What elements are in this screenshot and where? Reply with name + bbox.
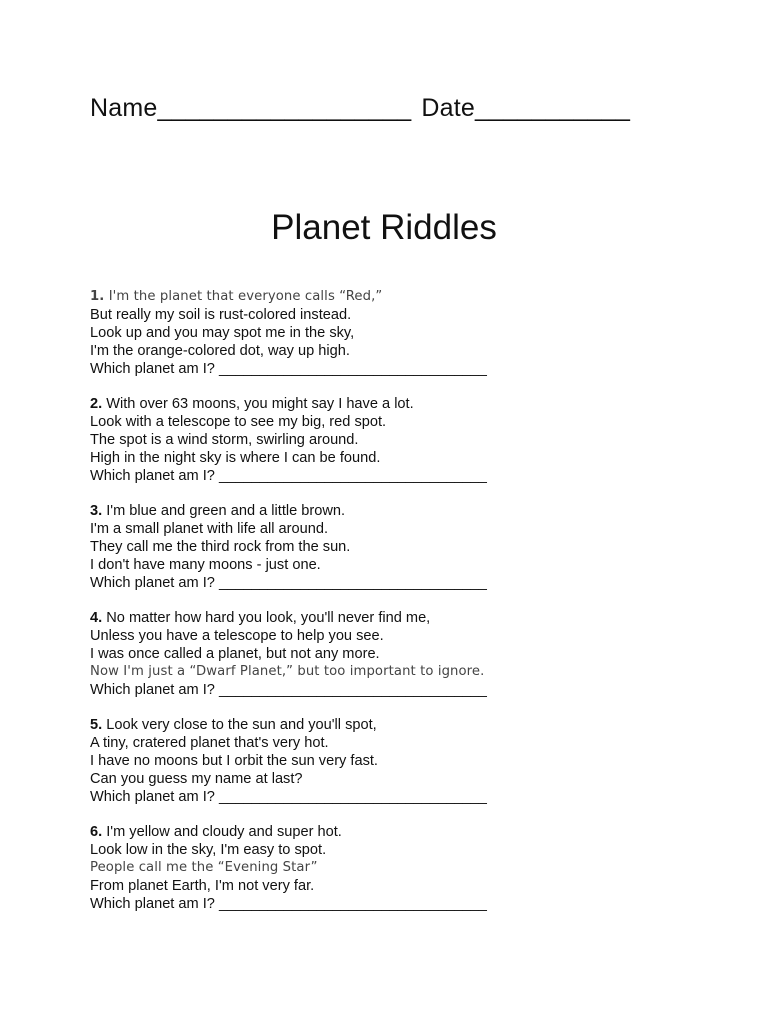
riddle-number: 4. — [90, 610, 103, 626]
riddle-number: 2. — [90, 396, 103, 412]
riddle-line: I'm the orange-colored dot, way up high. — [90, 343, 350, 359]
riddle-text: I'm the planet that everyone calls “Red,” — [108, 289, 383, 304]
date-blank: ___________ — [474, 94, 631, 122]
riddle-text: With over 63 moons, you might say I have a lot. — [106, 396, 414, 412]
riddle-line — [90, 288, 650, 306]
riddle-line: Look low in the sky, I'm easy to spot. — [90, 842, 327, 858]
answer-line: Which planet am I? _________________________________ — [90, 896, 487, 912]
riddle-text: I'm yellow and cloudy and super hot. — [106, 824, 342, 840]
riddle-line: The spot is a wind storm, swirling around. — [90, 432, 359, 448]
riddle-number: 1. — [90, 289, 105, 304]
riddle-line: High in the night sky is where I can be found. — [90, 450, 381, 466]
riddle-line — [90, 823, 650, 841]
date-label: Date — [421, 94, 475, 122]
riddle-line: Unless you have a telescope to help you see. — [90, 628, 384, 644]
riddle-line: Now I'm just a “Dwarf Planet,” but too important to ignore. — [90, 664, 485, 679]
riddle-line: A tiny, cratered planet that's very hot. — [90, 735, 329, 751]
riddle-line: People call me the “Evening Star” — [90, 860, 318, 875]
riddle-line: But really my soil is rust-colored instead. — [90, 307, 352, 323]
riddle-6 — [90, 823, 650, 930]
name-date-header — [90, 92, 630, 124]
riddle-number: 3. — [90, 503, 103, 519]
riddle-line: They call me the third rock from the sun. — [90, 539, 351, 555]
riddle-4 — [90, 609, 650, 716]
riddle-text: No matter how hard you look, you'll never find me, — [106, 610, 431, 626]
riddle-line: I was once called a planet, but not any more. — [90, 646, 380, 662]
answer-line: Which planet am I? _________________________________ — [90, 575, 487, 591]
name-label: Name — [90, 94, 158, 122]
answer-line: Which planet am I? _________________________________ — [90, 361, 487, 377]
answer-line: Which planet am I? _________________________________ — [90, 468, 487, 484]
riddle-line — [90, 716, 650, 734]
riddle-line — [90, 395, 650, 413]
riddle-line — [90, 502, 650, 520]
riddle-3 — [90, 502, 650, 609]
riddle-list — [90, 288, 650, 930]
riddle-number: 6. — [90, 824, 103, 840]
riddle-2 — [90, 395, 650, 502]
riddle-line: Can you guess my name at last? — [90, 771, 303, 787]
riddle-line: Look with a telescope to see my big, red spot. — [90, 414, 387, 430]
riddle-line — [90, 609, 650, 627]
riddle-line: I have no moons but I orbit the sun very fast. — [90, 753, 378, 769]
riddle-line: Look up and you may spot me in the sky, — [90, 325, 355, 341]
riddle-number: 5. — [90, 717, 103, 733]
answer-line: Which planet am I? _________________________________ — [90, 789, 487, 805]
riddle-text: Look very close to the sun and you'll spot, — [106, 717, 377, 733]
riddle-line: I'm a small planet with life all around. — [90, 521, 329, 537]
riddle-1 — [90, 288, 650, 395]
riddle-line: I don't have many moons - just one. — [90, 557, 321, 573]
riddle-5 — [90, 716, 650, 823]
page-title: Planet Riddles — [271, 208, 497, 247]
riddle-line: From planet Earth, I'm not very far. — [90, 878, 315, 894]
riddle-text: I'm blue and green and a little brown. — [106, 503, 346, 519]
answer-line: Which planet am I? _________________________________ — [90, 682, 487, 698]
name-blank: __________________ — [157, 94, 412, 122]
